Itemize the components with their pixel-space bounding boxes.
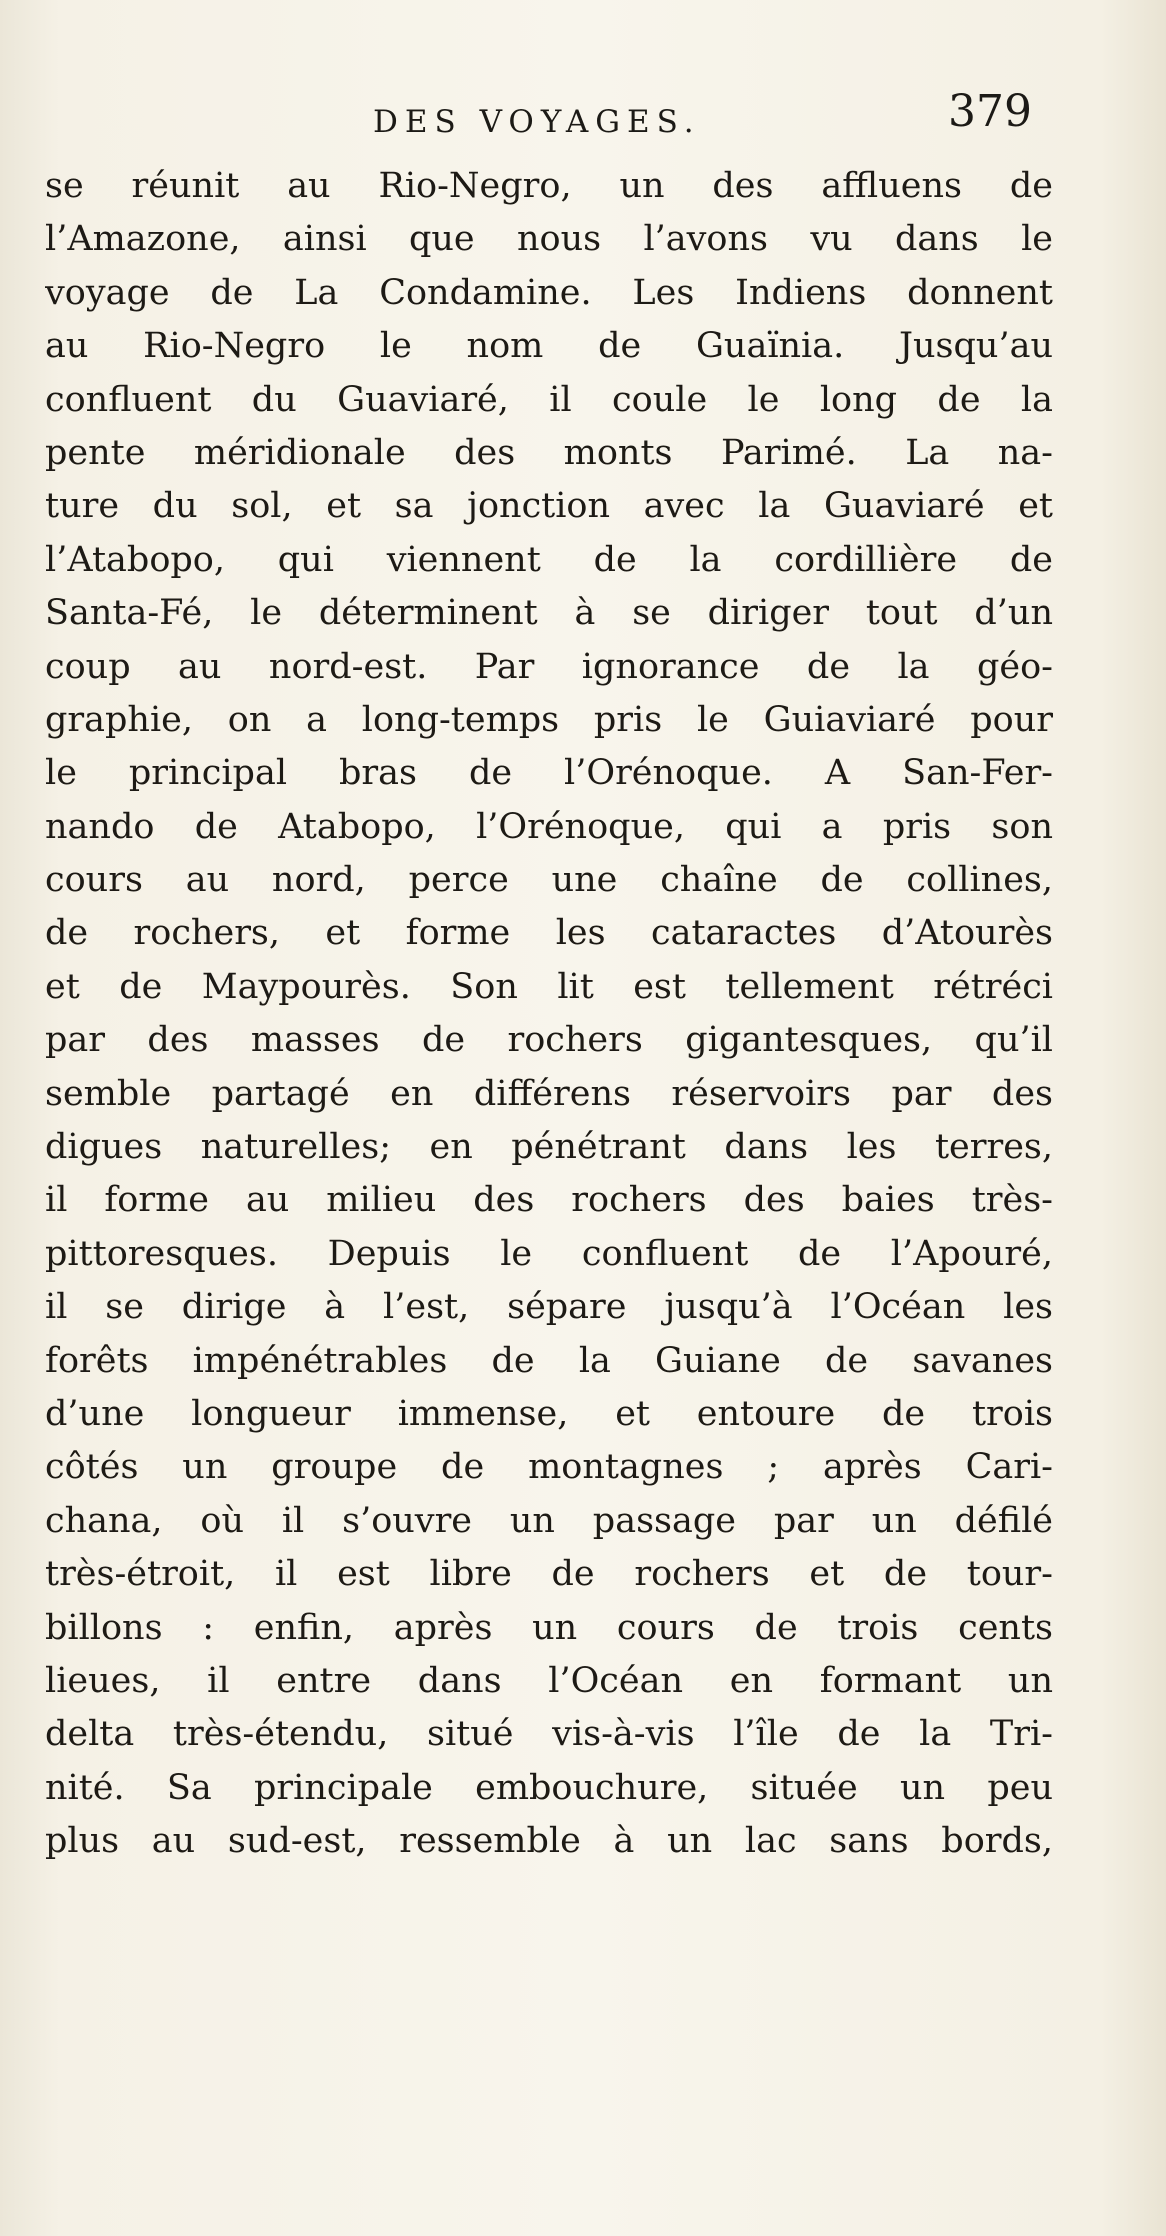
text-line: plus au sud-est, ressemble à un lac sans bords, [45,1821,1053,1862]
text-line: l’Amazone, ainsi que nous l’avons vu dans le [45,219,1053,260]
text-line: forêts impénétrables de la Guiane de savanes [45,1340,1053,1381]
text-line: se réunit au Rio-Negro, un des affluens de [45,166,1053,206]
text-line: cours au nord, perce une chaîne de collines, [45,860,1053,901]
body-text [45,160,1053,1869]
text-line: il se dirige à l’est, sépare jusqu’à l’Océan les [45,1287,1053,1328]
text-line: au Rio-Negro le nom de Guaïnia. Jusqu’au [45,326,1053,367]
text-line: billons : enfin, après un cours de trois cents [45,1607,1053,1648]
text-line: digues naturelles; en pénétrant dans les terres, [45,1127,1053,1168]
text-line: le principal bras de l’Orénoque. A San-Fer- [45,753,1053,794]
text-line: côtés un groupe de montagnes ; après Cari- [45,1447,1053,1488]
text-line: lieues, il entre dans l’Océan en formant un [45,1660,1053,1701]
text-line: nando de Atabopo, l’Orénoque, qui a pris son [45,806,1053,847]
text-line: confluent du Guaviaré, il coule le long de la [45,379,1053,420]
text-line: pittoresques. Depuis le confluent de l’Apouré, [45,1233,1053,1274]
text-line: coup au nord-est. Par ignorance de la géo- [45,646,1053,687]
text-line: graphie, on a long-temps pris le Guiaviaré pour [45,699,1053,740]
text-line: très-étroit, il est libre de rochers et de tour- [45,1554,1053,1595]
text-line: l’Atabopo, qui viennent de la cordillière de [45,539,1053,580]
text-line: et de Maypourès. Son lit est tellement rétréci [45,966,1053,1007]
running-title: DES VOYAGES. [373,104,701,140]
text-line: nité. Sa principale embouchure, située un peu [45,1767,1053,1808]
text-line: Santa-Fé, le déterminent à se diriger tout d’un [45,593,1053,634]
text-line: pente méridionale des monts Parimé. La na- [45,432,1053,473]
text-line: chana, où il s’ouvre un passage par un défilé [45,1500,1053,1541]
text-line: semble partagé en différens réservoirs par des [45,1073,1053,1114]
text-line: voyage de La Condamine. Les Indiens donnent [45,272,1053,313]
text-line: de rochers, et forme les cataractes d’Atourès [45,913,1053,954]
text-line: par des masses de rochers gigantesques, qu’il [45,1020,1053,1061]
text-line: ture du sol, et sa jonction avec la Guaviaré et [45,486,1053,527]
text-line: delta très-étendu, situé vis-à-vis l’île de la Tri- [45,1714,1053,1755]
text-line: d’une longueur immense, et entoure de trois [45,1393,1053,1434]
text-line: il forme au milieu des rochers des baies très- [45,1180,1053,1221]
page-number: 379 [948,86,1032,137]
